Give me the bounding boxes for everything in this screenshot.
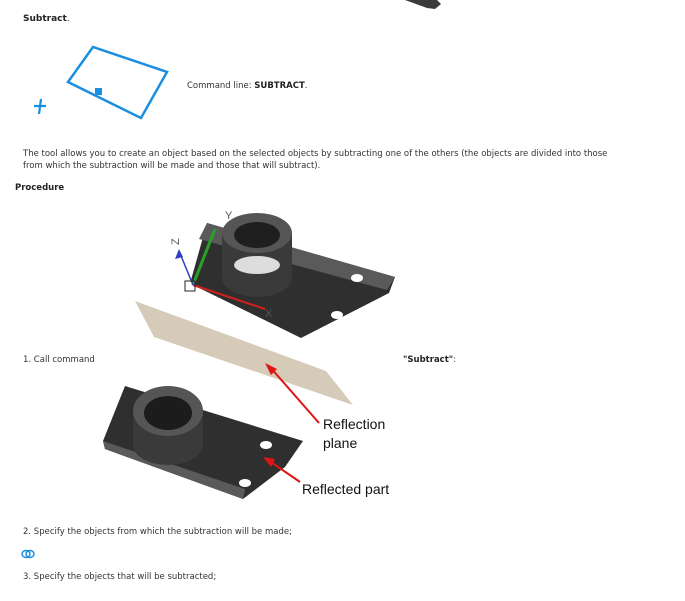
command-line bbox=[187, 81, 307, 91]
step-3: 3. Specify the objects that will be subtracted; bbox=[23, 572, 217, 582]
callout-reflection-plane-line2: plane bbox=[323, 435, 358, 451]
partial-image-top bbox=[395, 0, 455, 12]
command-line-prefix: Command line: bbox=[187, 81, 255, 91]
reflected-part bbox=[103, 386, 303, 499]
callout-reflection-plane-line1: Reflection bbox=[323, 416, 386, 432]
subtract-tool-icon bbox=[30, 40, 170, 120]
command-name: SUBTRACT bbox=[254, 81, 305, 91]
step-1-suffix: : bbox=[453, 355, 457, 365]
axis-x-label: X bbox=[265, 308, 273, 320]
procedure-heading: Procedure bbox=[15, 183, 65, 193]
tool-description: The tool allows you to create an object based on the selected objects by subtracting one of the others (the objects are divided into those from which the subtraction will be made and those that will subtract). bbox=[23, 149, 608, 171]
step-2: 2. Specify the objects from which the subtraction will be made; bbox=[23, 527, 292, 537]
command-line-suffix: . bbox=[304, 81, 308, 91]
axis-y-label: Y bbox=[225, 210, 233, 222]
original-part bbox=[170, 210, 395, 338]
subtract-illustration bbox=[95, 205, 405, 505]
step-1-command-name: "Subtract" bbox=[403, 355, 454, 365]
section-title-period: . bbox=[66, 14, 70, 24]
section-title bbox=[23, 14, 70, 24]
callout-reflected-part: Reflected part bbox=[302, 481, 390, 497]
step-1-command bbox=[403, 355, 456, 365]
section-title-text: Subtract bbox=[23, 14, 67, 24]
axis-z-label: Z bbox=[170, 238, 182, 245]
selection-icon bbox=[21, 549, 35, 559]
step-1: 1. Call command bbox=[23, 355, 95, 365]
